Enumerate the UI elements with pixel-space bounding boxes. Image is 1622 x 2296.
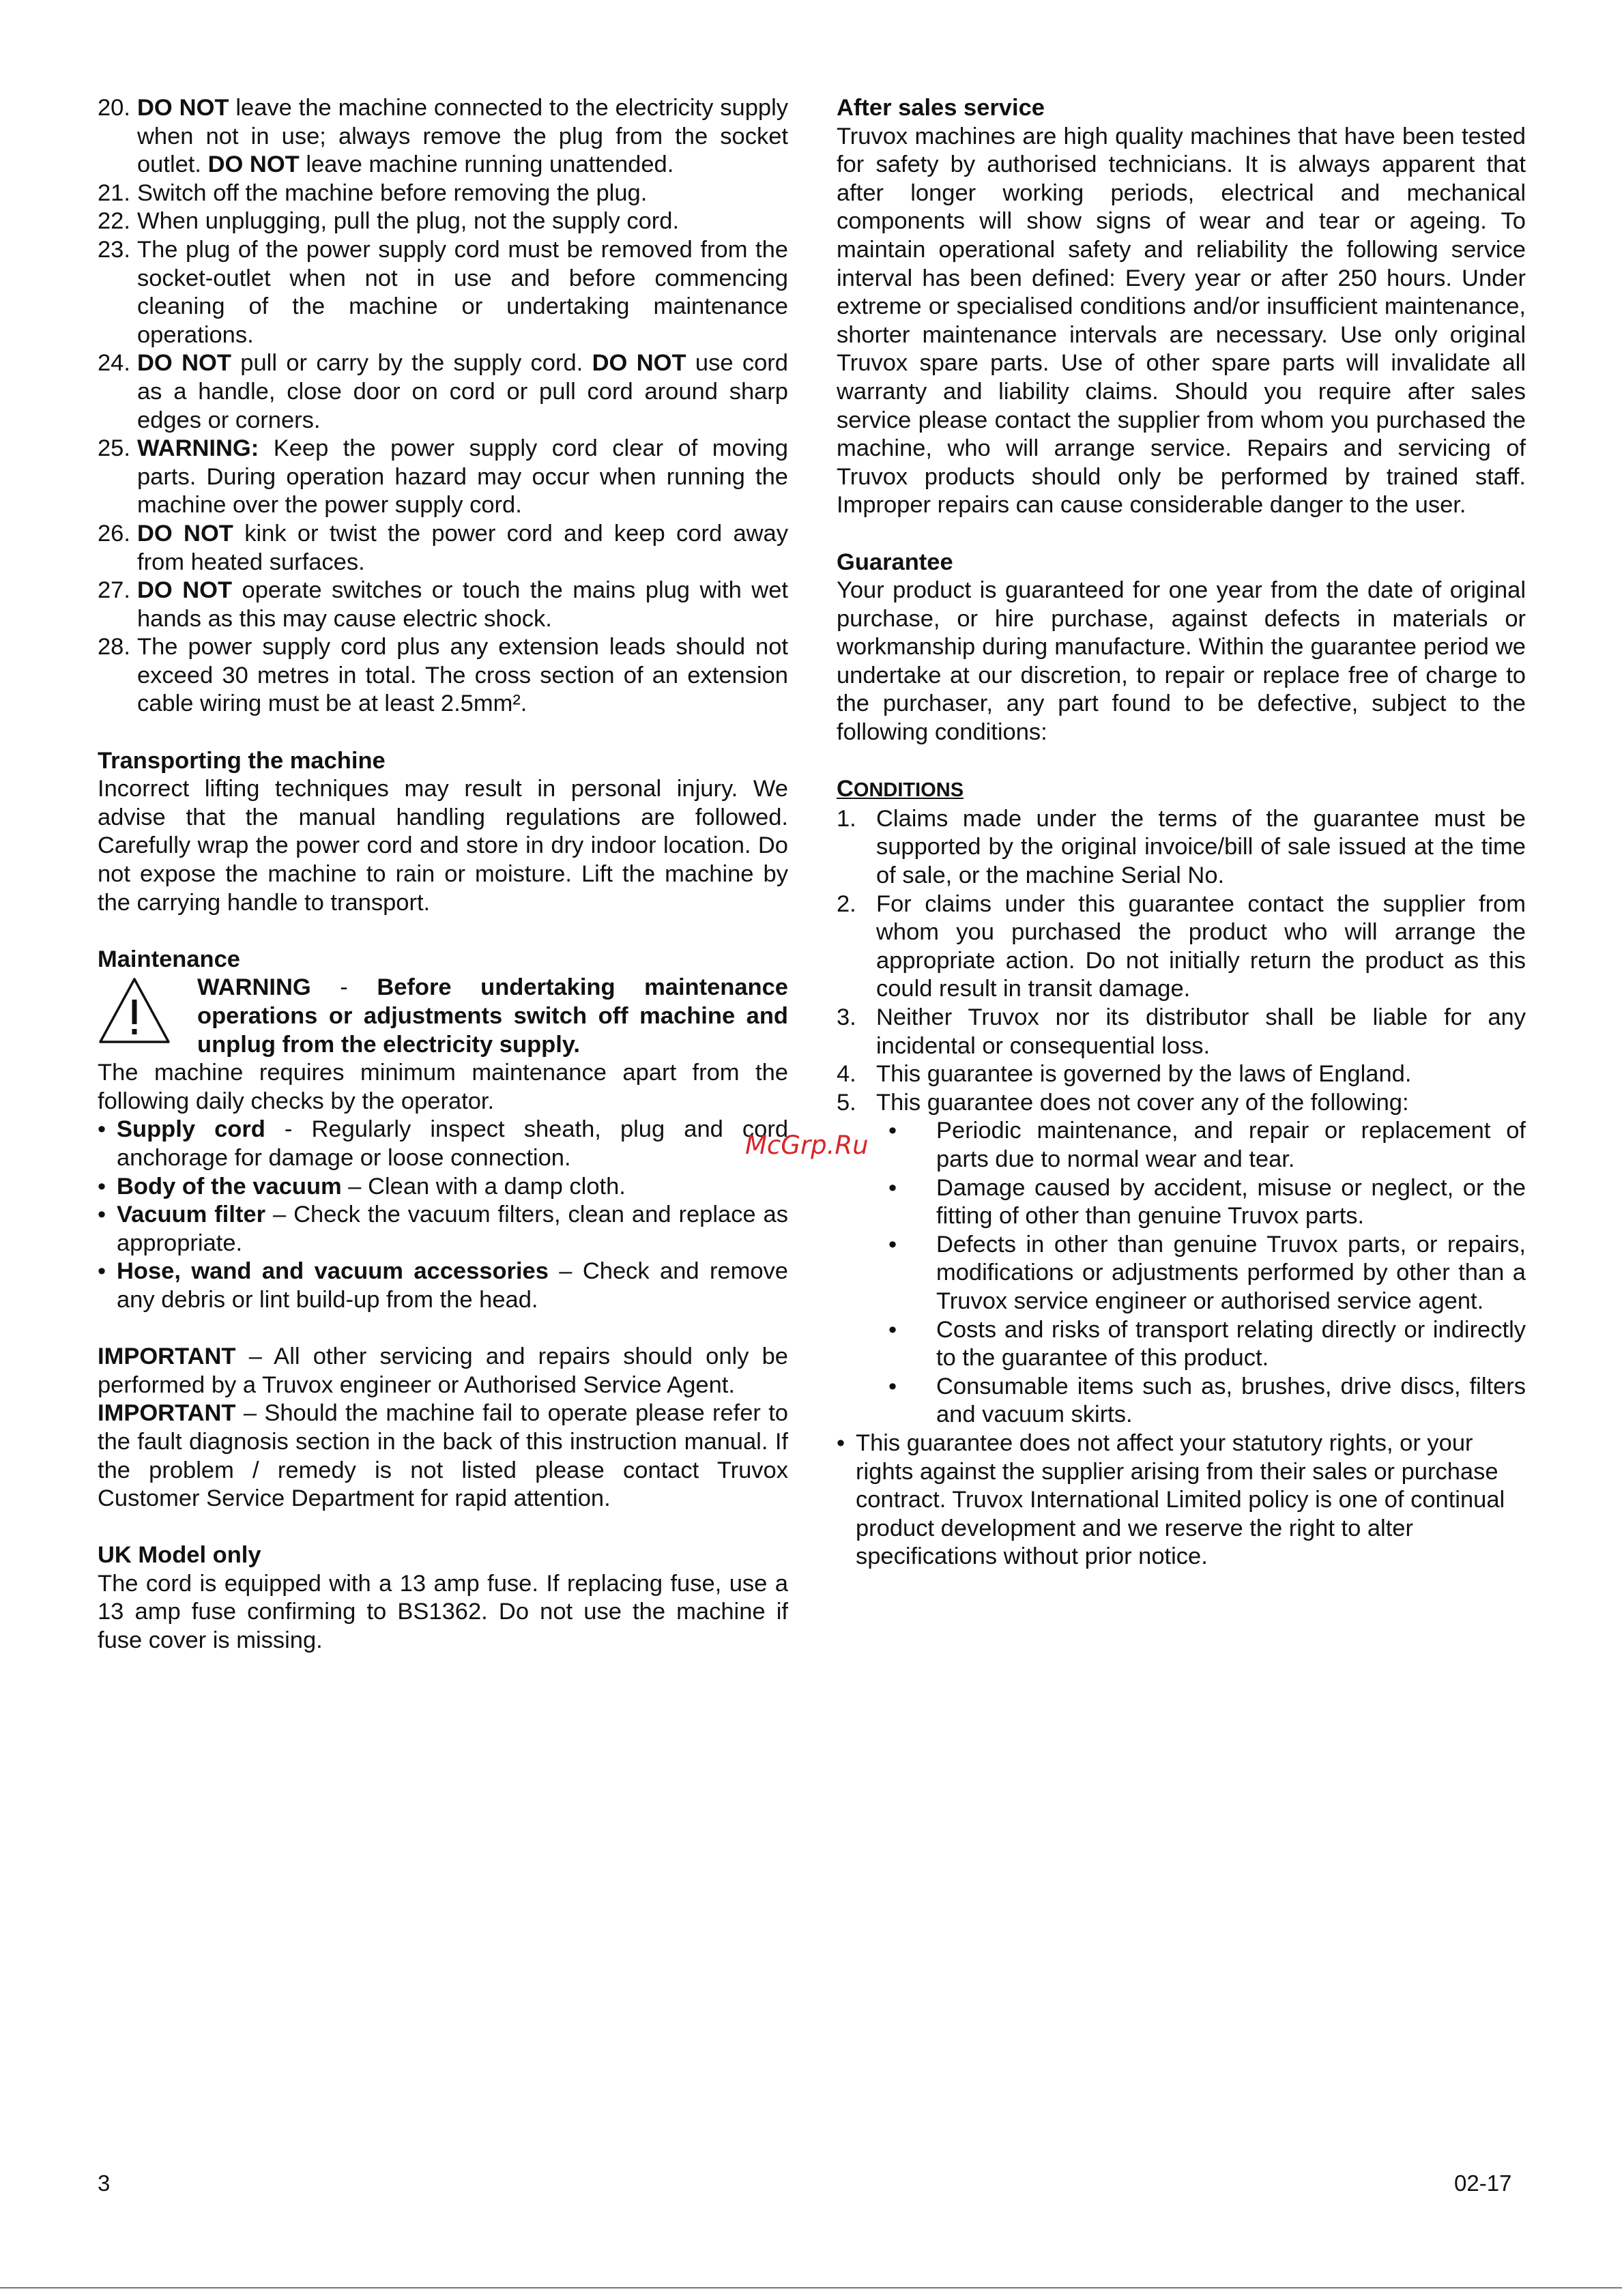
item-number: 20. xyxy=(98,95,130,121)
exclusion-text: Damage caused by accident, misuse or neglect, or the fitting of other than genuine Truvox parts. xyxy=(936,1174,1526,1230)
guarantee-section xyxy=(837,549,1526,747)
condition-text: This guarantee does not cover any of the following: xyxy=(876,1089,1409,1116)
uk-model-heading: UK Model only xyxy=(98,1542,261,1569)
item-number: 21. xyxy=(98,179,130,206)
maintenance-section xyxy=(98,946,788,1315)
guarantee-body: Your product is guaranteed for one year from the date of original purchase, or hire purchase, against defects in materials or workmanship during manufacture. Within the guarantee period we undertake at our discretion, to repair or replace free of charge to the purchaser, any part found to be defective, subject to the following conditions: xyxy=(837,577,1526,746)
item-text: When unplugging, pull the plug, not the supply cord. xyxy=(137,208,680,235)
emphasis-text: DO NOT xyxy=(137,577,233,604)
maintenance-intro: The machine requires minimum maintenance apart from the following daily checks by the operator. xyxy=(98,1060,788,1114)
watermark-text: McGrp.Ru xyxy=(745,1131,869,1160)
important-note-2 xyxy=(98,1399,788,1513)
safety-instructions-list xyxy=(98,94,788,718)
exclusion-item xyxy=(837,1316,1526,1373)
item-text: leave the machine connected to the electricity supply when not in use; always remove the plug from the socket outlet. xyxy=(137,95,788,178)
important-note-1 xyxy=(98,1343,788,1399)
exclusion-text: Costs and risks of transport relating directly or indirectly to the guarantee of this product. xyxy=(936,1316,1526,1371)
condition-text: Neither Truvox nor its distributor shall be liable for any incidental or consequential loss. xyxy=(876,1004,1526,1059)
safety-item xyxy=(98,236,788,349)
bullet-glyph: • xyxy=(888,1373,897,1399)
item-text: use cord as a handle, close door on cord or pull cord around sharp edges or corners. xyxy=(137,350,788,433)
maintenance-check-item xyxy=(98,1258,788,1314)
check-text: – Check the vacuum filters, clean and replace as appropriate. xyxy=(117,1202,788,1256)
condition-item xyxy=(837,1089,1526,1118)
transporting-heading: Transporting the machine xyxy=(98,747,386,774)
emphasis-text: DO NOT xyxy=(137,350,231,377)
item-text: The plug of the power supply cord must be removed from the socket-outlet when not in use and before commencing cleaning of the machine or undertaking maintenance operations. xyxy=(137,236,788,348)
conditions-list xyxy=(837,805,1526,1118)
uk-model-section xyxy=(98,1541,788,1655)
bullet-glyph: • xyxy=(888,1316,897,1343)
item-number: 1. xyxy=(837,805,856,832)
exclusion-item xyxy=(837,1117,1526,1174)
safety-item xyxy=(98,207,788,236)
bullet-glyph: • xyxy=(98,1173,106,1200)
emphasis-text: DO NOT xyxy=(137,95,229,121)
item-number: 4. xyxy=(837,1061,856,1088)
conditions-heading xyxy=(837,775,1526,805)
bullet-glyph: • xyxy=(888,1118,897,1144)
item-text: Keep the power supply cord clear of moving parts. During operation hazard may occur when running the machine over the power supply cord. xyxy=(137,435,788,519)
exclusion-item xyxy=(837,1373,1526,1429)
statutory-rights-note xyxy=(837,1429,1526,1571)
maintenance-warning xyxy=(98,974,788,1059)
condition-text: This guarantee is governed by the laws of England. xyxy=(876,1061,1412,1088)
maintenance-check-item xyxy=(98,1173,788,1202)
conditions-section xyxy=(837,775,1526,1571)
safety-item xyxy=(98,520,788,577)
safety-item xyxy=(98,349,788,435)
important-text: – Should the machine fail to operate please refer to the fault diagnosis section in the back of this instruction manual. If the problem / remedy is not listed please contact Truvox Customer Service Department for rapid attention. xyxy=(98,1400,788,1512)
condition-text: Claims made under the terms of the guarantee must be supported by the original invoice/bill of sale issued at the time of sale, or the machine Serial No. xyxy=(876,805,1526,889)
bullet-glyph: • xyxy=(98,1116,106,1143)
after-sales-body: Truvox machines are high quality machines that have been tested for safety by authorised technicians. It is always apparent that after longer working periods, electrical and mechanical components will show signs of wear and tear or ageing. To maintain operational safety and reliability the following service interval has been defined: Every year or after 250 hours. Under extreme or specialised conditions and/or insufficient maintenance, shorter maintenance intervals are necessary. Use only original Truvox spare parts. Use of other spare parts will invalidate all warranty and liability claims. Should you require after sales service please contact the supplier from whom you purchased the machine, who will arrange service. Repairs and servicing of Truvox products should only be performed by trained staff. Improper repairs can cause considerable danger to the user. xyxy=(837,123,1526,519)
item-number: 22. xyxy=(98,208,130,235)
important-label: IMPORTANT xyxy=(98,1400,236,1427)
maintenance-heading: Maintenance xyxy=(98,946,240,972)
check-label: Vacuum filter xyxy=(117,1202,266,1228)
right-column xyxy=(837,94,1526,1571)
item-number: 25. xyxy=(98,435,130,462)
exclusion-text: Periodic maintenance, and repair or replacement of parts due to normal wear and tear. xyxy=(936,1118,1526,1172)
condition-text: For claims under this guarantee contact the supplier from whom you purchased the product who will arrange the appropriate action. Do not initially return the product as this could result in transit damage. xyxy=(876,890,1526,1002)
item-number: 23. xyxy=(98,236,130,263)
after-sales-section xyxy=(837,94,1526,520)
exclusion-item xyxy=(837,1174,1526,1231)
transporting-body: Incorrect lifting techniques may result in personal injury. We advise that the manual handling regulations are followed. Carefully wrap the power cord and store in dry indoor location. Do not expose the machine to rain or moisture. Lift the machine by the carrying handle to transport. xyxy=(98,776,788,916)
emphasis-text: DO NOT xyxy=(137,520,233,547)
check-text: - Regularly inspect sheath, plug and cord anchorage for damage or loose connection. xyxy=(117,1116,789,1171)
item-number: 2. xyxy=(837,890,856,917)
uk-model-body: The cord is equipped with a 13 amp fuse. If replacing fuse, use a 13 amp fuse confirming to BS1362. Do not use the machine if fuse cover is missing. xyxy=(98,1570,788,1654)
maintenance-check-item xyxy=(98,1201,788,1258)
bullet-glyph: • xyxy=(837,1429,845,1456)
item-text: The power supply cord plus any extension leads should not exceed 30 metres in total. The cross section of an extension cable wiring must be at least 2.5mm². xyxy=(137,634,788,717)
bullet-glyph: • xyxy=(98,1202,106,1228)
exclusion-text: Consumable items such as, brushes, drive discs, filters and vacuum skirts. xyxy=(936,1373,1526,1428)
condition-item xyxy=(837,1004,1526,1060)
warning-triangle-icon xyxy=(98,976,171,1045)
exclusions-list xyxy=(837,1117,1526,1429)
warning-dash: - xyxy=(310,974,377,1001)
item-number: 27. xyxy=(98,577,130,604)
item-number: 5. xyxy=(837,1089,856,1116)
item-text: kink or twist the power cord and keep cord away from heated surfaces. xyxy=(137,520,788,575)
check-text: – Clean with a damp cloth. xyxy=(341,1173,626,1200)
document-code: 02-17 xyxy=(1454,2170,1512,2196)
condition-item xyxy=(837,890,1526,1004)
check-text: – Check and remove any debris or lint build-up from the head. xyxy=(117,1258,788,1313)
exclusion-item xyxy=(837,1231,1526,1316)
page-number: 3 xyxy=(98,2170,111,2196)
guarantee-heading: Guarantee xyxy=(837,549,953,575)
maintenance-check-item xyxy=(98,1116,788,1172)
emphasis-text: DO NOT xyxy=(592,350,686,377)
safety-item xyxy=(98,179,788,208)
conditions-heading-rest: ONDITIONS xyxy=(853,779,964,802)
item-text: Switch off the machine before removing the plug. xyxy=(137,179,648,206)
item-number: 3. xyxy=(837,1004,856,1030)
warning-text: Before undertaking maintenance operations or adjustments switch off machine and unplug from the electricity supply. xyxy=(197,974,788,1058)
bullet-glyph: • xyxy=(888,1174,897,1201)
important-notes xyxy=(98,1343,788,1513)
item-text: pull or carry by the supply cord. xyxy=(231,350,592,377)
transporting-section xyxy=(98,747,788,918)
bottom-border-line xyxy=(0,2287,1622,2288)
check-label: Body of the vacuum xyxy=(117,1173,342,1200)
emphasis-text: DO NOT xyxy=(207,151,300,178)
safety-item xyxy=(98,633,788,718)
emphasis-text: WARNING: xyxy=(137,435,259,462)
bullet-glyph: • xyxy=(888,1231,897,1258)
warning-word: WARNING xyxy=(197,974,311,1001)
check-label: Supply cord xyxy=(117,1116,265,1143)
check-label: Hose, wand and vacuum accessories xyxy=(117,1258,549,1285)
safety-item xyxy=(98,94,788,179)
item-text: leave machine running unattended. xyxy=(299,151,674,178)
bullet-glyph: • xyxy=(98,1258,106,1285)
item-text: operate switches or touch the mains plug with wet hands as this may cause electric shock. xyxy=(137,577,788,632)
conditions-heading-initial: C xyxy=(837,776,854,802)
condition-item xyxy=(837,1060,1526,1089)
after-sales-heading: After sales service xyxy=(837,95,1045,121)
condition-item xyxy=(837,805,1526,890)
safety-item xyxy=(98,435,788,520)
left-column xyxy=(98,94,788,1655)
item-number: 28. xyxy=(98,634,130,660)
important-text: – All other servicing and repairs should only be performed by a Truvox engineer or Authorised Service Agent. xyxy=(98,1343,788,1398)
safety-item xyxy=(98,577,788,633)
important-label: IMPORTANT xyxy=(98,1343,236,1370)
item-number: 26. xyxy=(98,520,130,547)
exclusion-text: Defects in other than genuine Truvox parts, or repairs, modifications or adjustments performed by other than a Truvox service engineer or authorised service agent. xyxy=(936,1231,1526,1314)
daily-checks-list xyxy=(98,1116,788,1314)
item-number: 24. xyxy=(98,350,130,377)
statutory-rights-text: This guarantee does not affect your statutory rights, or your rights against the supplier arising from their sales or purchase contract. Truvox International Limited policy is one of continual product development and we reserve the right to alter specifications without prior notice. xyxy=(856,1429,1505,1570)
